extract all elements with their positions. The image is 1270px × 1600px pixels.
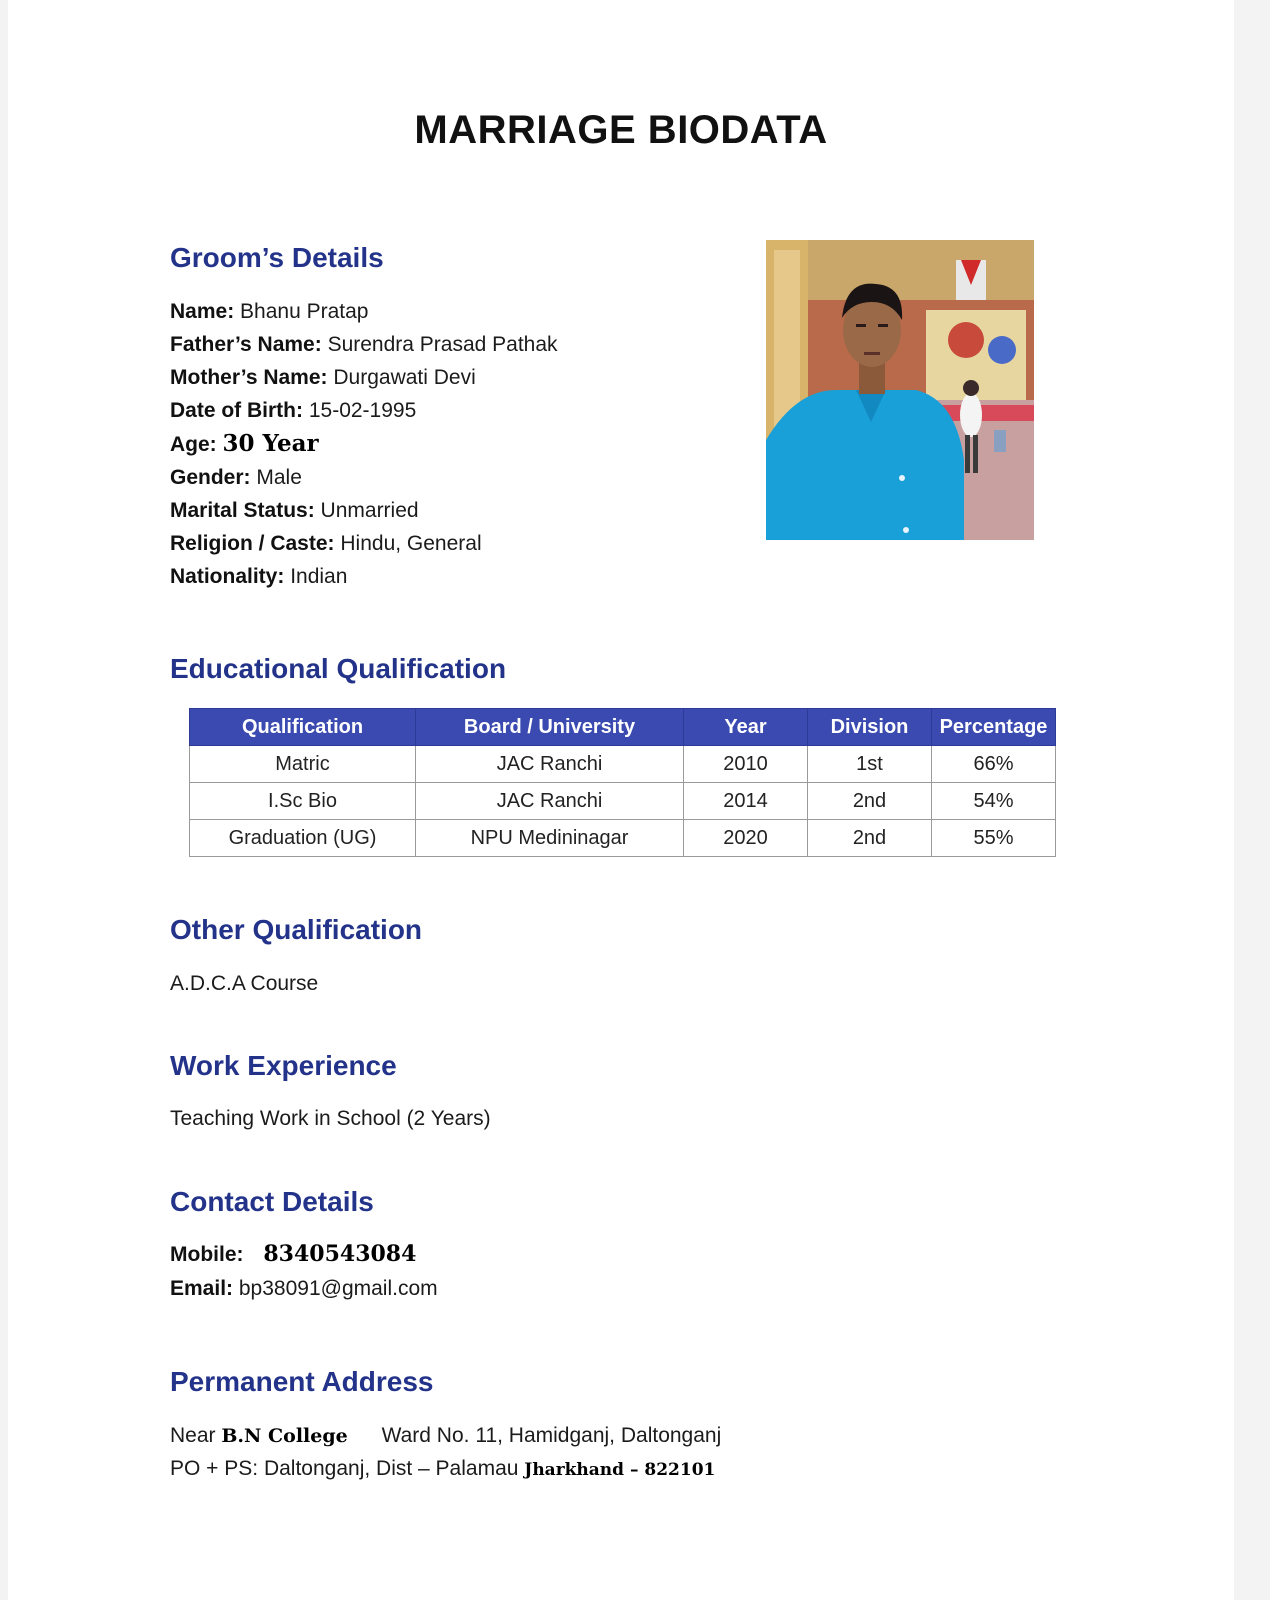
table-cell: JAC Ranchi bbox=[416, 746, 684, 783]
table-cell: 54% bbox=[932, 783, 1056, 820]
groom-photo bbox=[766, 240, 1034, 540]
address-prefix: Near bbox=[170, 1424, 216, 1447]
address-state-pin: Jharkhand – 822101 bbox=[524, 1460, 716, 1480]
mobile-number: 8340543084 bbox=[263, 1241, 417, 1267]
field-value: Surendra Prasad Pathak bbox=[327, 333, 558, 356]
field-age bbox=[170, 427, 558, 461]
column-header-division: Division bbox=[808, 709, 932, 746]
other-qualification-text: A.D.C.A Course bbox=[170, 972, 319, 995]
field-value: Indian bbox=[290, 565, 348, 588]
address-line-1 bbox=[170, 1424, 721, 1448]
field-label: Gender: bbox=[170, 466, 251, 489]
table-cell: I.Sc Bio bbox=[190, 783, 416, 820]
grooms-details-heading: Groom’s Details bbox=[170, 242, 384, 273]
table-cell: 2014 bbox=[684, 783, 808, 820]
field-mothers-name bbox=[170, 361, 558, 394]
table-header-row bbox=[190, 709, 1056, 746]
address-heading: Permanent Address bbox=[170, 1366, 434, 1397]
table-cell: 2020 bbox=[684, 820, 808, 857]
field-value: 15-02-1995 bbox=[308, 399, 417, 422]
field-date-of-birth bbox=[170, 394, 558, 427]
column-header-year: Year bbox=[684, 709, 808, 746]
column-header-percentage: Percentage bbox=[932, 709, 1056, 746]
field-name bbox=[170, 295, 558, 328]
page-title: MARRIAGE BIODATA bbox=[414, 108, 828, 152]
education-table bbox=[189, 708, 1056, 857]
field-label: Mother’s Name: bbox=[170, 366, 328, 389]
address-street: Ward No. 11, Hamidganj, Daltonganj bbox=[381, 1424, 722, 1447]
contact-email bbox=[170, 1277, 438, 1301]
field-label: Name: bbox=[170, 300, 235, 323]
table-cell: 2nd bbox=[808, 783, 932, 820]
email-label: Email: bbox=[170, 1277, 234, 1300]
education-heading: Educational Qualification bbox=[170, 653, 507, 684]
table-cell: 2nd bbox=[808, 820, 932, 857]
address-landmark: B.N College bbox=[221, 1425, 348, 1447]
field-label: Nationality: bbox=[170, 565, 285, 588]
grooms-details-list bbox=[170, 295, 558, 593]
field-label: Marital Status: bbox=[170, 499, 315, 522]
field-label: Date of Birth: bbox=[170, 399, 303, 422]
table-cell: Graduation (UG) bbox=[190, 820, 416, 857]
field-value: Hindu, General bbox=[340, 532, 482, 555]
other-qualification-heading: Other Qualification bbox=[170, 914, 423, 945]
table-cell: 1st bbox=[808, 746, 932, 783]
table-cell: Matric bbox=[190, 746, 416, 783]
field-label: Age: bbox=[170, 433, 217, 456]
contact-heading: Contact Details bbox=[170, 1186, 374, 1217]
field-nationality bbox=[170, 560, 558, 593]
contact-mobile bbox=[170, 1241, 416, 1267]
field-fathers-name bbox=[170, 328, 558, 361]
field-gender bbox=[170, 461, 558, 494]
table-cell: JAC Ranchi bbox=[416, 783, 684, 820]
work-experience-heading: Work Experience bbox=[170, 1050, 397, 1081]
column-header-qualification: Qualification bbox=[190, 709, 416, 746]
address-line-2 bbox=[170, 1457, 715, 1481]
column-header-board-university: Board / University bbox=[416, 709, 684, 746]
biodata-page bbox=[8, 0, 1234, 1600]
field-value: Male bbox=[256, 466, 302, 489]
field-label: Father’s Name: bbox=[170, 333, 322, 356]
email-address: bp38091@gmail.com bbox=[238, 1277, 438, 1300]
field-value: Bhanu Pratap bbox=[240, 300, 369, 323]
field-value: Unmarried bbox=[320, 499, 419, 522]
work-experience-text: Teaching Work in School (2 Years) bbox=[170, 1107, 491, 1130]
table-cell: 66% bbox=[932, 746, 1056, 783]
table-row bbox=[190, 783, 1056, 820]
table-cell: 2010 bbox=[684, 746, 808, 783]
address-po-dist: PO + PS: Daltonganj, Dist – Palamau bbox=[170, 1457, 519, 1480]
field-value: 30 Year bbox=[222, 430, 319, 457]
table-row bbox=[190, 746, 1056, 783]
table-cell: NPU Medininagar bbox=[416, 820, 684, 857]
field-label: Religion / Caste: bbox=[170, 532, 335, 555]
field-marital-status bbox=[170, 494, 558, 527]
field-value: Durgawati Devi bbox=[333, 366, 476, 389]
table-cell: 55% bbox=[932, 820, 1056, 857]
field-religion-caste bbox=[170, 527, 558, 560]
table-row bbox=[190, 820, 1056, 857]
mobile-label: Mobile: bbox=[170, 1243, 244, 1266]
